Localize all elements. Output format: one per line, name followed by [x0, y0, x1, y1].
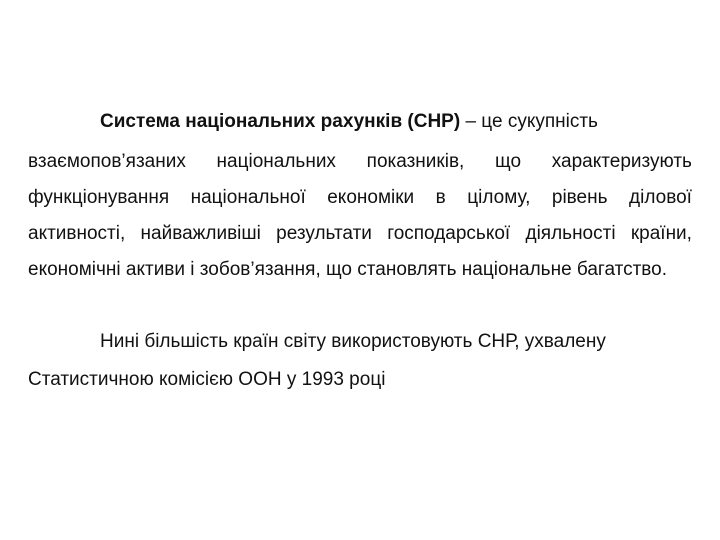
note-line-2: Статистичною комісією ООН у 1993 році — [28, 369, 386, 390]
definition-line-4 — [28, 222, 692, 246]
definition-line-5: економічні активи і зобов’язання, що становлять національне багатство. — [28, 259, 668, 280]
word: найважливіші — [140, 223, 261, 244]
word: діяльності — [525, 223, 616, 244]
word: господарської — [387, 223, 511, 244]
word: характеризують — [551, 151, 692, 172]
definition-line-1 — [100, 110, 598, 134]
word: що — [495, 151, 522, 172]
word: країни, — [630, 223, 692, 244]
defined-term: Система національних рахунків (СНР) — [100, 111, 461, 132]
definition-line-3 — [28, 186, 692, 210]
word: результати — [276, 223, 372, 244]
word: взаємопов’язаних — [28, 151, 186, 172]
word: активності, — [28, 223, 126, 244]
definition-line-2 — [28, 150, 692, 174]
word: функціонування — [28, 187, 170, 208]
word: показників, — [366, 151, 465, 172]
word: рівень — [551, 187, 608, 208]
word: цілому, — [467, 187, 531, 208]
word: в — [435, 187, 446, 208]
word: економіки — [327, 187, 415, 208]
note-line-1: Нині більшість країн світу використовують СНР, ухвалену — [100, 331, 606, 352]
word: національної — [190, 187, 306, 208]
word: ділової — [629, 187, 692, 208]
word: національних — [216, 151, 336, 172]
definition-line-1-rest: – це сукупність — [460, 111, 598, 132]
